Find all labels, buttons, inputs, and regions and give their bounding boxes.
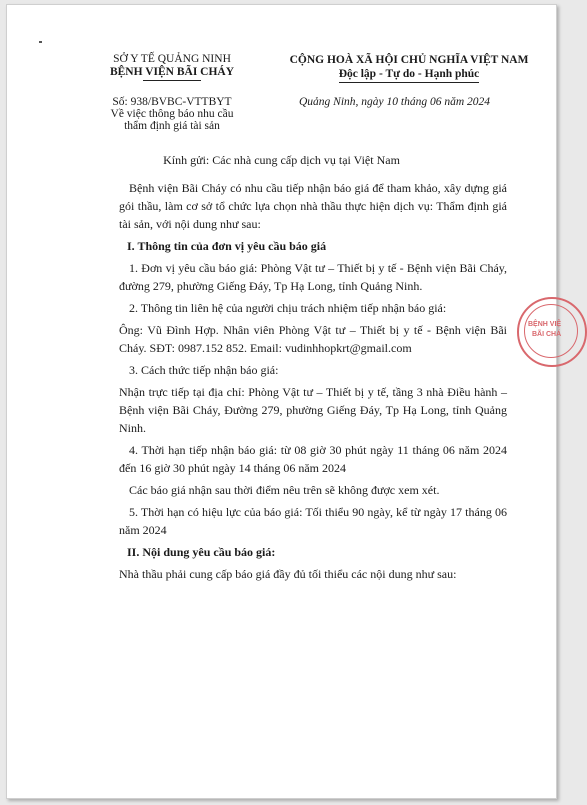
issuer-header bbox=[77, 53, 267, 81]
issuer-hospital: BỆNH VIỆN BÃI CHÁY bbox=[109, 66, 235, 78]
scan-speck bbox=[39, 41, 42, 43]
section1-item4: 4. Thời hạn tiếp nhận báo giá: từ 08 giờ 30 phút ngày 11 tháng 06 năm 2024 đến 16 giờ 30 phút ngày 14 tháng 06 năm 2024 bbox=[119, 443, 507, 475]
recipient-line: Kính gửi: Các nhà cung cấp dịch vụ tại Việt Nam bbox=[163, 153, 400, 167]
section2-title: II. Nội dung yêu cầu báo giá: bbox=[127, 545, 276, 559]
motto-underline bbox=[339, 82, 479, 83]
document-page bbox=[6, 4, 562, 799]
section1-item3: 3. Cách thức tiếp nhận báo giá: bbox=[129, 363, 279, 377]
section1-item5: 5. Thời hạn có hiệu lực của báo giá: Tối thiểu 90 ngày, kể từ ngày 17 tháng 06 năm 2024 bbox=[119, 505, 507, 537]
document-body bbox=[119, 179, 507, 587]
issuer-underline bbox=[143, 80, 201, 81]
place-date: Quảng Ninh, ngày 10 tháng 06 năm 2024 bbox=[299, 96, 491, 108]
national-motto: Độc lập - Tự do - Hạnh phúc bbox=[338, 68, 480, 80]
section2-text: Nhà thầu phải cung cấp báo giá đầy đủ tối thiểu các nội dung như sau: bbox=[119, 567, 457, 581]
section1-item1: 1. Đơn vị yêu cầu báo giá: Phòng Vật tư – Thiết bị y tế - Bệnh viện Bãi Cháy, đường 279, phường Giếng Đáy, Tp Hạ Long, tỉnh Quảng Ninh. bbox=[119, 261, 507, 293]
document-number-block bbox=[87, 96, 257, 132]
red-seal-stamp bbox=[517, 297, 587, 367]
seal-text-line1: BỆNH VIỆ bbox=[528, 321, 562, 328]
document-subject-line2: thẩm định giá tài sản bbox=[124, 120, 220, 132]
intro-paragraph: Bệnh viện Bãi Cháy có nhu cầu tiếp nhận báo giá để tham khảo, xây dựng giá gói thầu, làm cơ sở tổ chức lựa chọn nhà thầu thực hiện dịch vụ: Thẩm định giá tài sản, với nội dung như sau: bbox=[119, 181, 507, 231]
late-quote-note: Các báo giá nhận sau thời điểm nêu trên sẽ không được xem xét. bbox=[129, 483, 440, 497]
seal-text-line2: BÃI CHÁ bbox=[532, 331, 562, 338]
document-number: Số: 938/BVBC-VTTBYT bbox=[112, 96, 232, 108]
address-paragraph: Nhận trực tiếp tại địa chỉ: Phòng Vật tư – Thiết bị y tế, tầng 3 nhà Điều hành – Bệnh viện Bãi Cháy, Đường 279, phường Giếng Đáy, Tp Hạ Long, tỉnh Quảng Ninh. bbox=[119, 385, 507, 435]
national-header bbox=[269, 53, 549, 83]
document-subject-line1: Về việc thông báo nhu cầu bbox=[110, 108, 234, 120]
section1-title: I. Thông tin của đơn vị yêu cầu báo giá bbox=[127, 239, 327, 253]
contact-paragraph: Ông: Vũ Đình Hợp. Nhân viên Phòng Vật tư – Thiết bị y tế - Bệnh viện Bãi Cháy. SĐT: 0987.152 852. Email: vudinhhopkrt@gmail.com bbox=[119, 323, 507, 355]
section1-item2: 2. Thông tin liên hệ của người chịu trách nhiệm tiếp nhận báo giá: bbox=[129, 301, 447, 315]
issuer-department: SỞ Y TẾ QUẢNG NINH bbox=[113, 53, 231, 65]
national-title: CỘNG HOÀ XÃ HỘI CHỦ NGHĨA VIỆT NAM bbox=[289, 54, 529, 66]
